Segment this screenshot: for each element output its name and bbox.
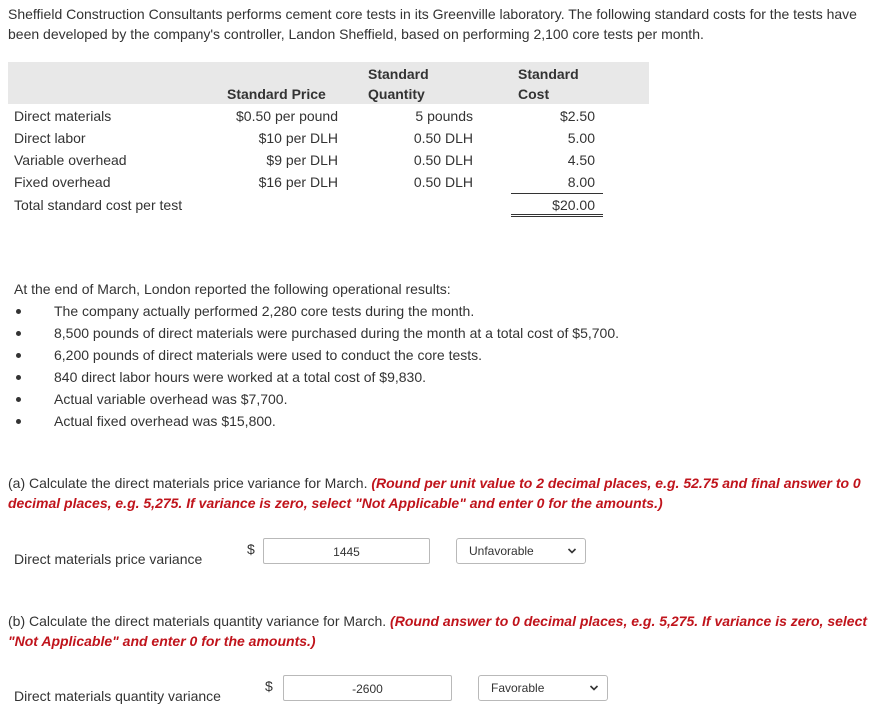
header-standard-quantity-line2: Quantity xyxy=(368,86,425,102)
header-standard-price: Standard Price xyxy=(227,86,326,102)
row-cost-direct-labor: 5.00 xyxy=(567,130,595,146)
row-label-total: Total standard cost per test xyxy=(14,197,183,213)
total-rule-2 xyxy=(511,216,603,217)
results-intro: At the end of March, London reported the following operational results: xyxy=(14,281,451,297)
list-item: Actual fixed overhead was $15,800. xyxy=(14,410,619,432)
row-label-variable-overhead: Variable overhead xyxy=(14,152,127,168)
chevron-down-icon xyxy=(567,546,577,556)
question-b-text: (b) Calculate the direct materials quantity variance for March. xyxy=(8,613,391,629)
row-cost-total: $20.00 xyxy=(552,197,595,213)
row-cost-variable-overhead: 4.50 xyxy=(567,152,595,168)
header-standard-cost-line1: Standard xyxy=(518,66,579,82)
question-a xyxy=(8,473,868,513)
subtotal-rule xyxy=(511,193,603,194)
row-label-direct-labor: Direct labor xyxy=(14,130,86,146)
question-b xyxy=(8,611,868,651)
chevron-down-icon xyxy=(589,683,599,693)
price-variance-input[interactable]: 1445 xyxy=(263,538,430,564)
question-a-text: (a) Calculate the direct materials price variance for March. xyxy=(8,475,372,491)
row-price-fixed-overhead: $16 per DLH xyxy=(258,174,338,190)
row-quantity-fixed-overhead: 0.50 DLH xyxy=(413,174,473,190)
quantity-variance-input[interactable]: -2600 xyxy=(283,675,452,701)
question-a-instruction: (Round per unit value to 2 decimal places, e.g. 52.75 and final answer to 0 decimal places, e.g. 5,275. If variance is zero, select "Not Applicable" and enter 0 for the amounts.) xyxy=(8,475,861,511)
price-variance-label: Direct materials price variance xyxy=(14,551,203,567)
intro-text: Sheffield Construction Consultants performs cement core tests in its Greenville laboratory. The following standard costs for the tests have been developed by the company's controller, Landon Sheffield, based on performing 2,100 core tests per month. xyxy=(8,6,857,42)
row-quantity-direct-labor: 0.50 DLH xyxy=(413,130,473,146)
list-item: 840 direct labor hours were worked at a total cost of $9,830. xyxy=(14,366,619,388)
quantity-variance-currency: $ xyxy=(265,678,273,694)
price-variance-currency: $ xyxy=(247,541,255,557)
row-price-direct-materials: $0.50 per pound xyxy=(236,108,338,124)
quantity-variance-select[interactable] xyxy=(478,675,608,701)
row-label-fixed-overhead: Fixed overhead xyxy=(14,174,111,190)
quantity-variance-label: Direct materials quantity variance xyxy=(14,688,221,704)
list-item: Actual variable overhead was $7,700. xyxy=(14,388,619,410)
list-item: 6,200 pounds of direct materials were used to conduct the core tests. xyxy=(14,344,619,366)
question-b-instruction: (Round answer to 0 decimal places, e.g. 5,275. If variance is zero, select "Not Applicable" and enter 0 for the amounts.) xyxy=(8,613,868,649)
list-item: 8,500 pounds of direct materials were purchased during the month at a total cost of $5,700. xyxy=(14,322,619,344)
total-rule-1 xyxy=(511,214,603,215)
list-item: The company actually performed 2,280 core tests during the month. xyxy=(14,300,619,322)
header-standard-cost-line2: Cost xyxy=(518,86,550,102)
row-cost-fixed-overhead: 8.00 xyxy=(567,174,595,190)
quantity-variance-select-value: Favorable xyxy=(491,681,545,695)
results-list xyxy=(14,300,619,432)
header-standard-quantity-line1: Standard xyxy=(368,66,429,82)
price-variance-select[interactable] xyxy=(456,538,586,564)
row-quantity-direct-materials: 5 pounds xyxy=(415,108,473,124)
row-quantity-variable-overhead: 0.50 DLH xyxy=(413,152,473,168)
row-cost-direct-materials: $2.50 xyxy=(559,108,595,124)
price-variance-select-value: Unfavorable xyxy=(469,544,534,558)
row-label-direct-materials: Direct materials xyxy=(14,108,112,124)
row-price-direct-labor: $10 per DLH xyxy=(258,130,338,146)
row-price-variable-overhead: $9 per DLH xyxy=(266,152,338,168)
